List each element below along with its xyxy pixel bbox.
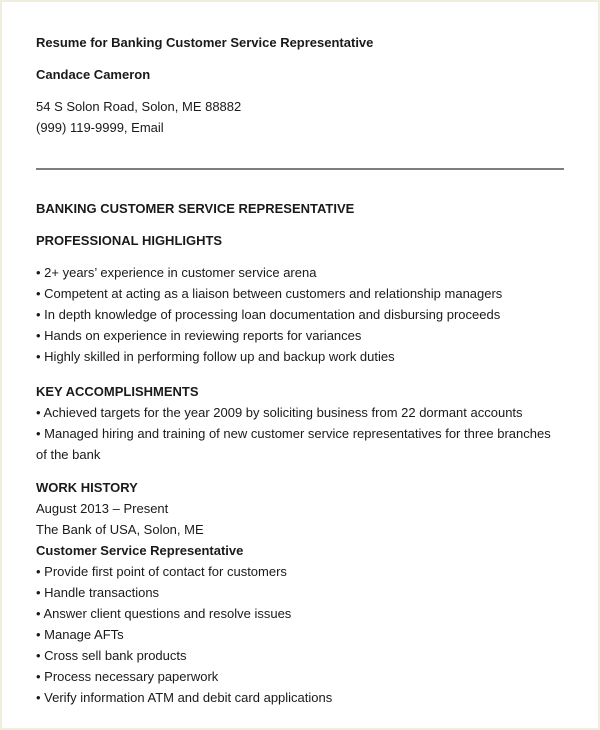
bullet-item: • 2+ years’ experience in customer service arena — [36, 265, 317, 280]
bullet-item: • Answer client questions and resolve issues — [36, 606, 292, 621]
job-title-heading: BANKING CUSTOMER SERVICE REPRESENTATIVE — [36, 201, 355, 216]
bullet-item: • Manage AFTs — [36, 627, 124, 642]
bullet-item: • Provide first point of contact for customers — [36, 564, 287, 579]
professional-highlights-list — [36, 262, 564, 367]
phone-number: (999) 119-9999, — [36, 120, 132, 135]
work-history-dates: August 2013 – Present — [36, 501, 169, 516]
bullet-item: • Competent at acting as a liaison between customers and relationship managers — [36, 286, 503, 301]
header-divider — [36, 168, 564, 170]
bullet-item: • Hands on experience in reviewing reports for variances — [36, 328, 362, 343]
contact-line — [36, 117, 564, 138]
bullet-item: • In depth knowledge of processing loan documentation and disbursing proceeds — [36, 307, 501, 322]
section-heading-key-accomplishments: KEY ACCOMPLISHMENTS — [36, 384, 199, 399]
candidate-name: Candace Cameron — [36, 67, 151, 82]
address-line: 54 S Solon Road, Solon, ME 88882 — [36, 99, 242, 114]
bullet-item: • Verify information ATM and debit card applications — [36, 690, 333, 705]
bullet-item: • Cross sell bank products — [36, 648, 187, 663]
work-history-role: Customer Service Representative — [36, 543, 244, 558]
resume-header — [36, 32, 564, 138]
bullet-item: • Achieved targets for the year 2009 by soliciting business from 22 dormant accounts — [36, 405, 523, 420]
work-history-employer: The Bank of USA, Solon, ME — [36, 522, 204, 537]
section-heading-work-history: WORK HISTORY — [36, 480, 138, 495]
email-link[interactable]: Email — [131, 120, 164, 135]
bullet-item: • Highly skilled in performing follow up and backup work duties — [36, 349, 395, 364]
bullet-item: • Managed hiring and training of new customer service representatives for three branches of the bank — [36, 426, 551, 462]
key-accomplishments-list — [36, 402, 564, 465]
section-heading-professional-highlights: PROFESSIONAL HIGHLIGHTS — [36, 233, 223, 248]
bullet-item: • Handle transactions — [36, 585, 160, 600]
document-title: Resume for Banking Customer Service Representative — [36, 35, 374, 50]
work-history-duties-list — [36, 561, 564, 708]
bullet-item: • Process necessary paperwork — [36, 669, 219, 684]
